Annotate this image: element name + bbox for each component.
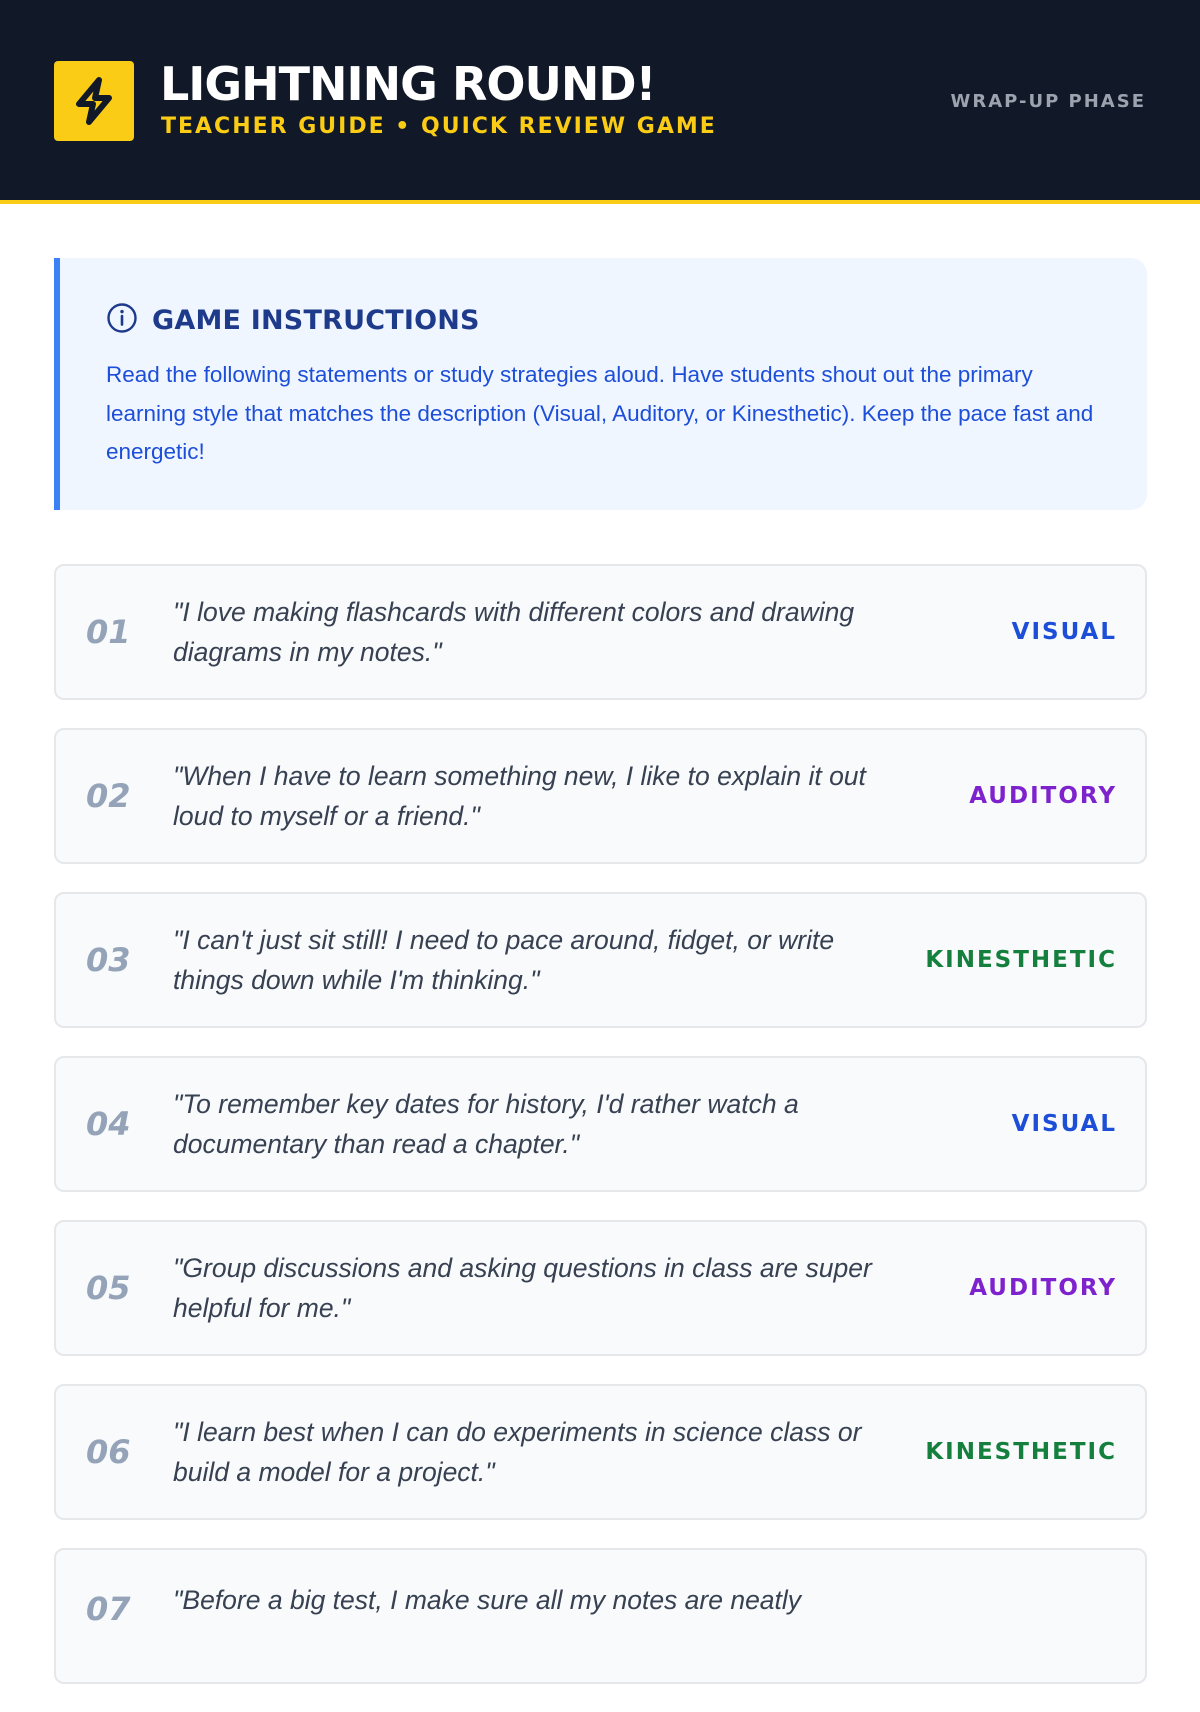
instructions-panel [54, 258, 1147, 510]
page-title: LIGHTNING ROUND! [160, 57, 656, 111]
page-subtitle: TEACHER GUIDE • QUICK REVIEW GAME [161, 114, 717, 139]
instructions-header [106, 302, 480, 339]
answer-label: VISUAL [1011, 619, 1117, 645]
answer-label: KINESTHETIC [925, 947, 1117, 973]
info-circle-icon [106, 302, 152, 339]
statement-quote: "I love making flashcards with different colors and drawing diagrams in my notes." [173, 597, 855, 667]
answer-label: AUDITORY [969, 1275, 1117, 1301]
answer-label: AUDITORY [969, 783, 1117, 809]
statement-number: 04 [86, 1105, 131, 1143]
statement-card [54, 892, 1147, 1028]
statement-number: 07 [86, 1590, 131, 1628]
statement-quote: "To remember key dates for history, I'd rather watch a documentary than read a chapter." [173, 1089, 799, 1159]
statement-quote: "Group discussions and asking questions in class are super helpful for me." [173, 1253, 872, 1323]
statement-number: 05 [86, 1269, 131, 1307]
statement-number: 01 [86, 613, 131, 651]
statement-quote: "I can't just sit still! I need to pace around, fidget, or write things down while I'm thinking." [173, 925, 835, 995]
phase-label: WRAP-UP PHASE [950, 91, 1146, 112]
statement-card [54, 1548, 1147, 1684]
statement-card [54, 564, 1147, 700]
statement-number: 06 [86, 1433, 131, 1471]
statement-quote: "When I have to learn something new, I like to explain it out loud to myself or a friend." [173, 761, 866, 831]
answer-label: KINESTHETIC [925, 1439, 1117, 1465]
statement-card [54, 728, 1147, 864]
instructions-text: Read the following statements or study strategies aloud. Have students shout out the primary learning style that matches the description (Visual, Auditory, or Kinesthetic). Keep the pace fast and energetic! [106, 362, 1094, 464]
instructions-title: GAME INSTRUCTIONS [152, 305, 480, 336]
statement-number: 02 [86, 777, 131, 815]
statement-list [54, 564, 1147, 1712]
statement-quote: "I learn best when I can do experiments in science class or build a model for a project." [173, 1417, 862, 1487]
statement-card [54, 1056, 1147, 1192]
statement-card [54, 1220, 1147, 1356]
statement-card [54, 1384, 1147, 1520]
page-header [0, 0, 1200, 204]
statement-quote: "Before a big test, I make sure all my notes are neatly [173, 1585, 802, 1615]
answer-label: VISUAL [1011, 1111, 1117, 1137]
logo [54, 61, 134, 141]
statement-number: 03 [86, 941, 131, 979]
